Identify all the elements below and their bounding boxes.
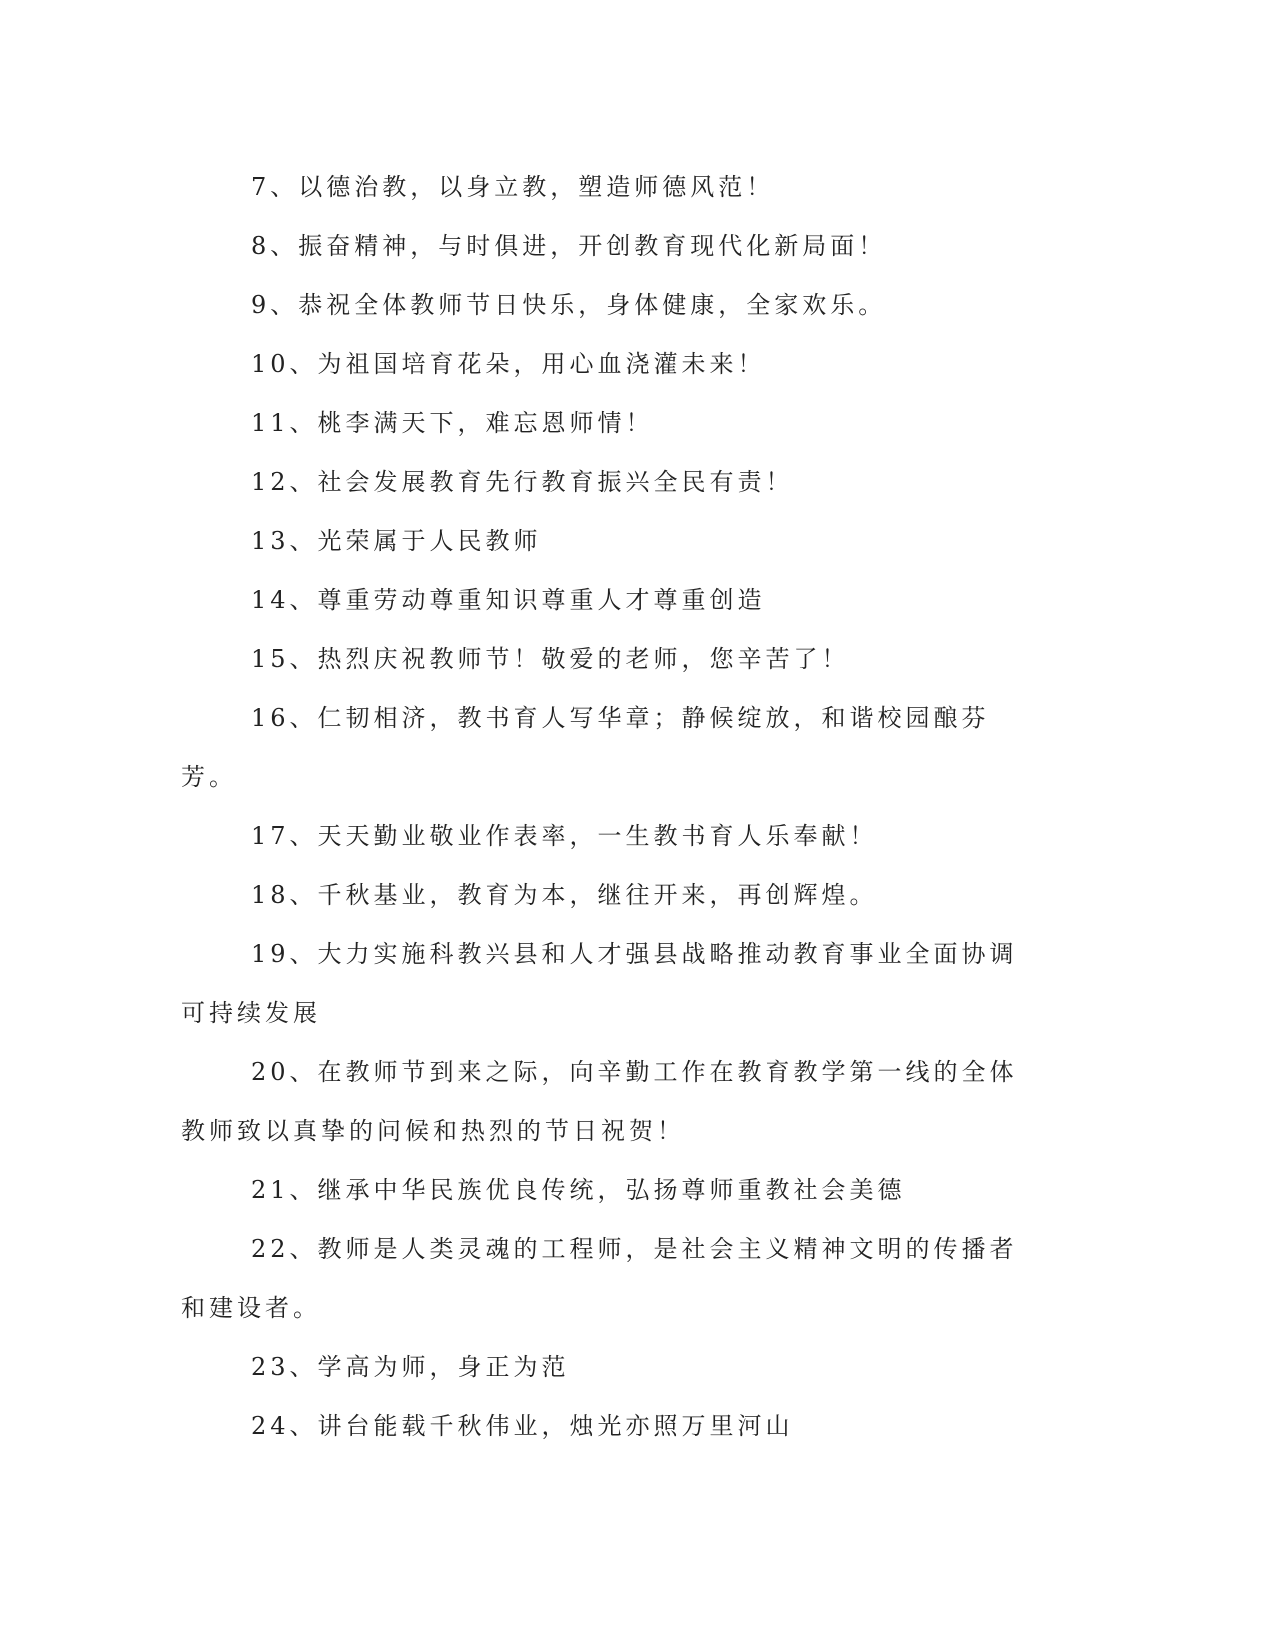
list-item: 20、在教师节到来之际，向辛勤工作在教育教学第一线的全体教师致以真挚的问候和热烈的节日祝贺！ bbox=[181, 1058, 1018, 1145]
list-item: 22、教师是人类灵魂的工程师，是社会主义精神文明的传播者和建设者。 bbox=[181, 1235, 1018, 1322]
list-item: 21、继承中华民族优良传统，弘扬尊师重教社会美德 bbox=[251, 1176, 906, 1204]
document-body bbox=[181, 158, 1031, 1456]
list-item: 23、学高为师，身正为范 bbox=[251, 1353, 570, 1381]
list-item: 10、为祖国培育花朵，用心血浇灌未来！ bbox=[251, 350, 766, 378]
list-item: 15、热烈庆祝教师节！敬爱的老师，您辛苦了！ bbox=[251, 645, 850, 673]
list-item: 13、光荣属于人民教师 bbox=[251, 527, 542, 555]
list-item: 12、社会发展教育先行教育振兴全民有责！ bbox=[251, 468, 794, 496]
list-item: 9、恭祝全体教师节日快乐，身体健康，全家欢乐。 bbox=[251, 291, 887, 319]
list-item: 11、桃李满天下，难忘恩师情！ bbox=[251, 409, 654, 437]
list-item: 19、大力实施科教兴县和人才强县战略推动教育事业全面协调可持续发展 bbox=[181, 940, 1018, 1027]
list-item: 7、以德治教，以身立教，塑造师德风范！ bbox=[251, 173, 775, 201]
list-item: 17、天天勤业敬业作表率，一生教书育人乐奉献！ bbox=[251, 822, 878, 850]
list-item: 24、讲台能载千秋伟业，烛光亦照万里河山 bbox=[251, 1412, 794, 1440]
list-item: 8、振奋精神，与时俱进，开创教育现代化新局面！ bbox=[251, 232, 887, 260]
list-item: 14、尊重劳动尊重知识尊重人才尊重创造 bbox=[251, 586, 766, 614]
list-item: 18、千秋基业，教育为本，继往开来，再创辉煌。 bbox=[251, 881, 878, 909]
list-item: 16、仁韧相济，教书育人写华章；静候绽放，和谐校园酿芬芳。 bbox=[181, 704, 990, 791]
